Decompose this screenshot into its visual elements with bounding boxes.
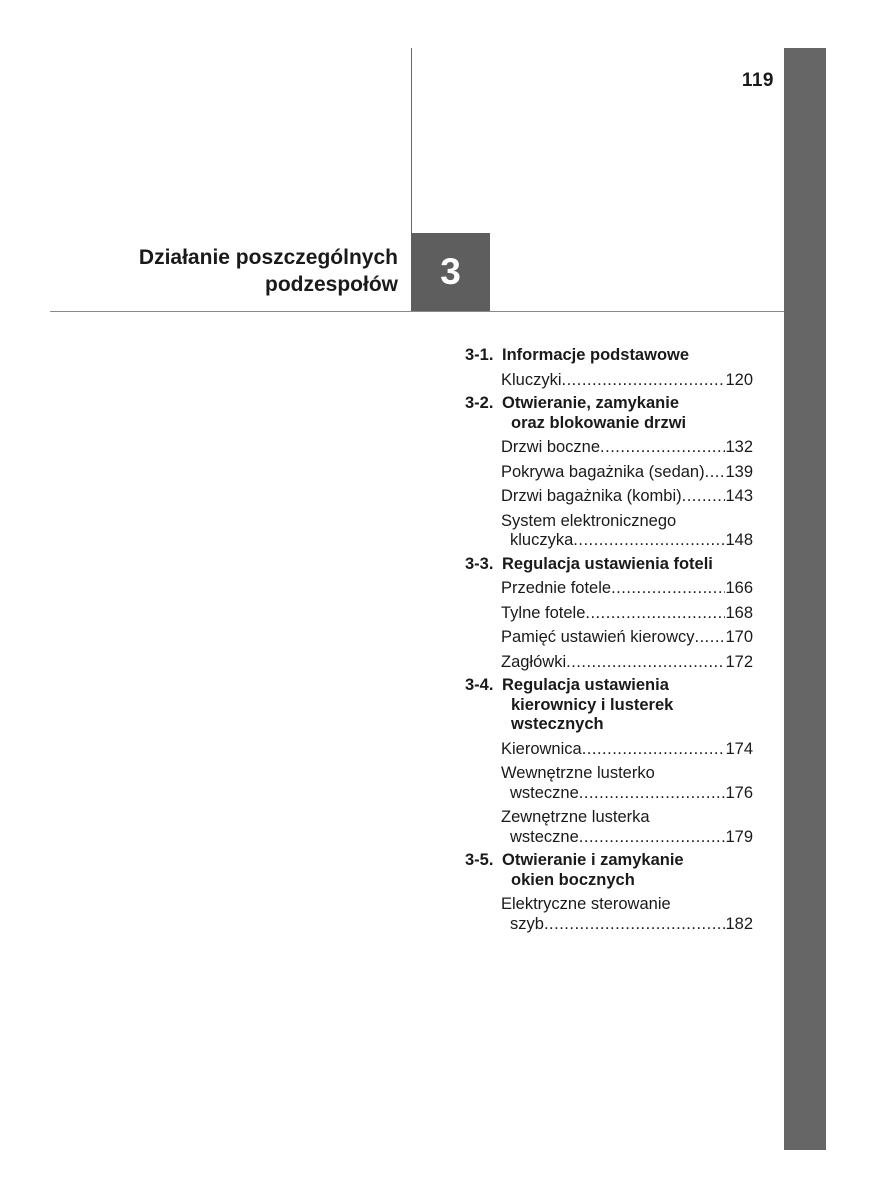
toc-entry-text: Zagłówki bbox=[501, 652, 567, 671]
section-number: 3-2. bbox=[465, 394, 494, 412]
section-number: 3-4. bbox=[465, 676, 494, 694]
toc-entry[interactable] bbox=[501, 604, 753, 624]
toc-entry[interactable] bbox=[501, 487, 753, 507]
dot-leader bbox=[566, 653, 725, 673]
chapter-title-line: podzespołów bbox=[265, 273, 398, 296]
dot-leader bbox=[611, 579, 725, 599]
toc-entry[interactable] bbox=[501, 895, 753, 934]
section-title-line: wstecznych bbox=[511, 715, 604, 733]
toc-section-heading bbox=[465, 851, 765, 890]
toc-entry-text-line: Zewnętrzne lusterka bbox=[501, 808, 650, 826]
table-of-contents bbox=[465, 346, 765, 934]
toc-entry-page: 176 bbox=[725, 783, 753, 802]
dot-leader bbox=[579, 828, 726, 848]
section-number: 3-3. bbox=[465, 554, 494, 573]
toc-entry-page: 170 bbox=[725, 628, 753, 646]
toc-entry-page: 143 bbox=[725, 487, 753, 505]
toc-entry[interactable] bbox=[501, 808, 753, 847]
side-thumb-tab bbox=[784, 48, 826, 1150]
toc-entry-page: 179 bbox=[725, 827, 753, 846]
toc-entry-line bbox=[501, 531, 753, 551]
toc-entry-page: 172 bbox=[725, 652, 753, 671]
chapter-title-line: Działanie poszczególnych bbox=[138, 246, 398, 269]
page-number: 119 bbox=[741, 70, 774, 91]
toc-entry[interactable] bbox=[501, 512, 753, 551]
section-title bbox=[502, 676, 752, 735]
toc-entry-text: Pokrywa bagażnika (sedan) bbox=[501, 462, 705, 481]
section-title bbox=[502, 346, 752, 366]
section-title bbox=[502, 394, 752, 433]
section-title-line: kierownicy i lusterek bbox=[511, 695, 674, 714]
dot-leader bbox=[562, 371, 726, 391]
toc-entry-line bbox=[501, 653, 753, 673]
dot-leader bbox=[579, 784, 726, 804]
toc-section-heading bbox=[465, 676, 765, 735]
toc-entry-line bbox=[501, 438, 753, 458]
dot-leader bbox=[695, 628, 726, 648]
toc-entry-page: 148 bbox=[725, 531, 753, 549]
toc-entry-line bbox=[501, 828, 753, 848]
section-title-line: okien bocznych bbox=[511, 870, 635, 889]
chapter-title bbox=[139, 244, 398, 298]
toc-entry-line bbox=[501, 371, 753, 391]
section-number: 3-1. bbox=[465, 346, 494, 364]
section-title-line: Regulacja ustawienia bbox=[502, 676, 669, 694]
section-title-line: Regulacja ustawienia foteli bbox=[502, 554, 713, 573]
toc-section-heading bbox=[465, 555, 765, 575]
toc-entry-text: wsteczne bbox=[510, 827, 579, 846]
dot-leader bbox=[582, 740, 726, 760]
toc-entry-line bbox=[501, 784, 753, 804]
dot-leader bbox=[682, 487, 726, 507]
toc-entry[interactable] bbox=[501, 764, 753, 803]
toc-entry-page: 166 bbox=[725, 579, 753, 597]
toc-entry-text: Kierownica bbox=[501, 739, 582, 758]
toc-entry-text: Pamięć ustawień kierowcy bbox=[501, 628, 695, 646]
chapter-number: 3 bbox=[440, 251, 461, 292]
section-title bbox=[502, 555, 752, 575]
section-title bbox=[502, 851, 752, 890]
toc-entry-text: Tylne fotele bbox=[501, 603, 586, 622]
horizontal-rule bbox=[50, 311, 784, 312]
dot-leader bbox=[585, 604, 725, 624]
toc-section-heading bbox=[465, 394, 765, 433]
toc-entry-page: 174 bbox=[725, 739, 753, 758]
toc-entry-page: 168 bbox=[725, 603, 753, 622]
toc-entry[interactable] bbox=[501, 653, 753, 673]
section-title-line: Otwieranie i zamykanie bbox=[502, 851, 684, 869]
toc-entry-line bbox=[501, 579, 753, 599]
toc-entry[interactable] bbox=[501, 579, 753, 599]
toc-entry-line bbox=[501, 740, 753, 760]
toc-entry-line bbox=[501, 628, 753, 648]
toc-entry[interactable] bbox=[501, 371, 753, 391]
toc-entry-page: 139 bbox=[725, 462, 753, 481]
toc-entry[interactable] bbox=[501, 740, 753, 760]
toc-entry-text-line: System elektronicznego bbox=[501, 511, 677, 530]
toc-entry-line bbox=[501, 463, 753, 483]
toc-entry-text: wsteczne bbox=[510, 783, 579, 802]
dot-leader bbox=[600, 438, 725, 458]
toc-entry-text: Drzwi boczne bbox=[501, 438, 601, 456]
toc-entry-text-line: Wewnętrzne lusterko bbox=[501, 764, 655, 782]
section-title-line: Otwieranie, zamykanie bbox=[502, 394, 679, 412]
toc-entry-text-line: Elektryczne sterowanie bbox=[501, 895, 671, 913]
toc-entry-page: 182 bbox=[725, 914, 753, 933]
section-title-line: Informacje podstawowe bbox=[502, 346, 690, 364]
toc-entry-line bbox=[501, 604, 753, 624]
toc-entry[interactable] bbox=[501, 628, 753, 648]
vertical-rule bbox=[411, 48, 412, 234]
section-title-line: oraz blokowanie drzwi bbox=[511, 413, 687, 432]
toc-entry-text: kluczyka bbox=[510, 531, 574, 549]
toc-entry-page: 120 bbox=[725, 370, 753, 389]
dot-leader bbox=[544, 915, 726, 935]
section-number: 3-5. bbox=[465, 851, 494, 869]
toc-entry-text: Kluczyki bbox=[501, 370, 562, 389]
toc-entry-text: Przednie fotele bbox=[501, 579, 612, 597]
dot-leader bbox=[705, 463, 726, 483]
chapter-number-badge bbox=[411, 233, 490, 311]
toc-entry[interactable] bbox=[501, 438, 753, 458]
toc-entry-page: 132 bbox=[725, 438, 753, 456]
dot-leader bbox=[573, 531, 725, 551]
toc-entry-line bbox=[501, 487, 753, 507]
toc-entry[interactable] bbox=[501, 463, 753, 483]
toc-section-heading bbox=[465, 346, 765, 366]
toc-entry-text: Drzwi bagażnika (kombi) bbox=[501, 487, 682, 505]
toc-entry-text: szyb bbox=[510, 914, 544, 933]
toc-entry-line bbox=[501, 915, 753, 935]
